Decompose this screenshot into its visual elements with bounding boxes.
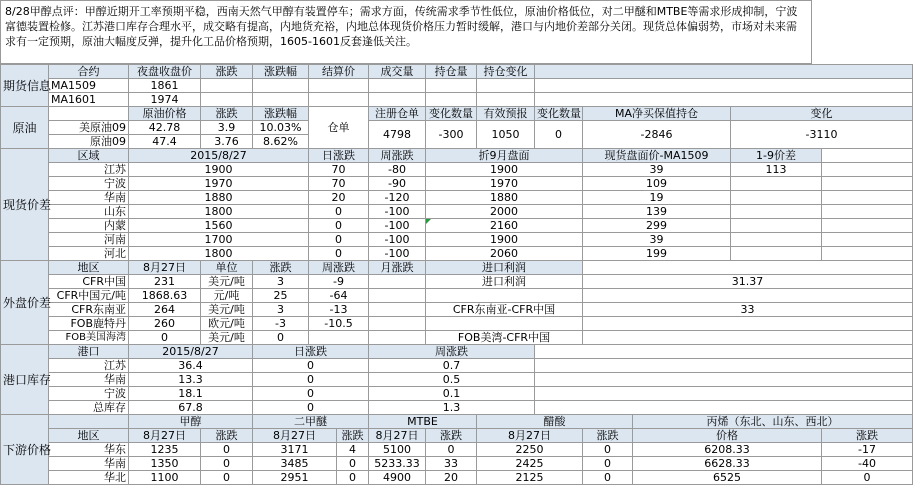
ext-price-cell: 260 bbox=[129, 317, 201, 331]
ext-price-cell: 231 bbox=[129, 275, 201, 289]
ext-unit-cell: 美元/吨 bbox=[201, 303, 253, 317]
warrant-change-value: -300 bbox=[426, 121, 477, 149]
group-propylene: 丙烯（东北、山东、西北） bbox=[633, 415, 913, 429]
ext-unit-cell: 美元/吨 bbox=[201, 275, 253, 289]
ext-month-cell bbox=[369, 331, 426, 345]
region-cell: 宁波 bbox=[49, 177, 129, 191]
spot-header-row bbox=[1, 149, 913, 163]
crude-name-cell: 原油09 bbox=[49, 135, 129, 149]
group-methanol: 甲醇 bbox=[129, 415, 253, 429]
external-section-label: 外盘价差 bbox=[1, 261, 49, 345]
crude-section-label: 原油 bbox=[1, 107, 49, 149]
table-row bbox=[1, 289, 913, 303]
ds-value-cell: 6628.33 bbox=[633, 457, 822, 471]
week-change-cell: -80 bbox=[369, 163, 426, 177]
ext-month-cell bbox=[369, 303, 426, 317]
ext-region-cell: FOB美国海湾 bbox=[49, 331, 129, 345]
col-port-date: 2015/8/27 bbox=[129, 345, 253, 359]
crude-price-cell: 42.78 bbox=[129, 121, 201, 135]
port-day-cell: 0 bbox=[253, 401, 369, 415]
col-night-close: 夜盘收盘价 bbox=[129, 65, 201, 79]
table-row bbox=[1, 233, 913, 247]
week-change-cell: -120 bbox=[369, 191, 426, 205]
crude-name-cell: 美原油09 bbox=[49, 121, 129, 135]
region-cell: 内蒙 bbox=[49, 219, 129, 233]
table-row bbox=[1, 303, 913, 317]
col-ext-region: 地区 bbox=[49, 261, 129, 275]
col-ds-region: 地区 bbox=[49, 429, 129, 443]
port-cell: 江苏 bbox=[49, 359, 129, 373]
ext-change-cell: 3 bbox=[253, 275, 309, 289]
warrant-value: 4798 bbox=[369, 121, 426, 149]
basis-cell: 139 bbox=[583, 205, 731, 219]
table-row bbox=[1, 275, 913, 289]
table-row bbox=[1, 163, 913, 177]
contract-cell: MA1601 bbox=[49, 93, 129, 107]
ext-week-cell bbox=[309, 331, 369, 345]
col-settle: 结算价 bbox=[309, 65, 369, 79]
col-ds-change: 涨跌 bbox=[201, 429, 253, 443]
ds-value-cell: 0 bbox=[201, 471, 253, 485]
hedge-change-value: -3110 bbox=[731, 121, 913, 149]
table-row bbox=[1, 177, 913, 191]
ds-region-cell: 华东 bbox=[49, 443, 129, 457]
ds-value-cell: 0 bbox=[337, 457, 369, 471]
col-spread: 1-9价差 bbox=[731, 149, 822, 163]
col-ext-week: 周涨跌 bbox=[309, 261, 369, 275]
col-port-day: 日涨跌 bbox=[253, 345, 369, 359]
ds-value-cell: 0 bbox=[201, 457, 253, 471]
table-row bbox=[1, 93, 913, 107]
week-change-cell: -100 bbox=[369, 205, 426, 219]
ds-value-cell: 5233.33 bbox=[369, 457, 426, 471]
table-row bbox=[1, 121, 913, 135]
spot-section-label: 现货价差 bbox=[1, 149, 49, 261]
crude-header-row bbox=[1, 107, 913, 121]
ext-change-cell: 3 bbox=[253, 303, 309, 317]
spread-cell: 113 bbox=[731, 163, 822, 177]
contract-cell: MA1509 bbox=[49, 79, 129, 93]
commentary-text: 8/28甲醇点评：甲醇近期开工率预期平稳，西南天然气甲醇有装置停车；需求方面，传统需求季节性低位，原油价格低位，对二甲醚和MTBE等需求形成抑制，宁波富德装置检修。江苏港口库存合理水平，成交略有提高，内地货充裕，内地总体现货价格压力暂时缓解，港口与内地价差部分关闭。现货总体偏弱势，市场对未来需求有一定预期，原油大幅度反弹，提升化工品价格预期，1605-1601反套逢低关注。 bbox=[0, 0, 812, 64]
ds-value-cell: 33 bbox=[426, 457, 477, 471]
ds-value-cell: 2125 bbox=[477, 471, 583, 485]
col-crude-pct: 涨跌幅 bbox=[253, 107, 309, 121]
week-change-cell: -100 bbox=[369, 219, 426, 233]
day-change-cell: 0 bbox=[309, 205, 369, 219]
group-mtbe: MTBE bbox=[369, 415, 477, 429]
ds-value-cell: 6525 bbox=[633, 471, 822, 485]
port-day-cell: 0 bbox=[253, 359, 369, 373]
ext-region-cell: FOB鹿特丹 bbox=[49, 317, 129, 331]
col-day-change: 日涨跌 bbox=[309, 149, 369, 163]
crude-pct-cell: 10.03% bbox=[253, 121, 309, 135]
ext-spread-value: 31.37 bbox=[583, 275, 913, 289]
ds-value-cell: 0 bbox=[201, 443, 253, 457]
crude-change-cell: 3.9 bbox=[201, 121, 253, 135]
ext-price-cell: 264 bbox=[129, 303, 201, 317]
day-change-cell: 20 bbox=[309, 191, 369, 205]
col-ds-date: 8月27日 bbox=[253, 429, 337, 443]
data-table bbox=[0, 64, 913, 485]
ext-spread-value: 33 bbox=[583, 303, 913, 317]
port-header-row bbox=[1, 345, 913, 359]
converted-cell: 1880 bbox=[426, 191, 583, 205]
port-day-cell: 0 bbox=[253, 387, 369, 401]
ds-value-cell: 3485 bbox=[253, 457, 337, 471]
basis-cell: 109 bbox=[583, 177, 731, 191]
group-acetic-acid: 醋酸 bbox=[477, 415, 633, 429]
table-row bbox=[1, 191, 913, 205]
basis-cell: 39 bbox=[583, 233, 731, 247]
col-ds-change: 涨跌 bbox=[426, 429, 477, 443]
day-change-cell: 0 bbox=[309, 219, 369, 233]
ds-value-cell: 1235 bbox=[129, 443, 201, 457]
ds-value-cell: -17 bbox=[822, 443, 913, 457]
port-section-label: 港口库存 bbox=[1, 345, 49, 415]
futures-header-row bbox=[1, 65, 913, 79]
ext-month-cell bbox=[369, 275, 426, 289]
ext-month-cell bbox=[369, 317, 426, 331]
ds-value-cell: 0 bbox=[583, 471, 633, 485]
ds-value-cell: 0 bbox=[337, 471, 369, 485]
blank-cell bbox=[535, 65, 913, 79]
port-stock-cell: 36.4 bbox=[129, 359, 253, 373]
ext-change-cell: 0 bbox=[253, 331, 309, 345]
spread-cell bbox=[731, 191, 822, 205]
ext-week-cell: -64 bbox=[309, 289, 369, 303]
ext-spread-value bbox=[583, 317, 913, 331]
col-spot-date: 2015/8/27 bbox=[129, 149, 309, 163]
basis-cell: 199 bbox=[583, 247, 731, 261]
port-cell: 总库存 bbox=[49, 401, 129, 415]
col-week-change: 周涨跌 bbox=[369, 149, 426, 163]
spot-price-cell: 1700 bbox=[129, 233, 309, 247]
downstream-section-label: 下游价格 bbox=[1, 415, 49, 485]
port-stock-cell: 13.3 bbox=[129, 373, 253, 387]
col-ds-price: 价格 bbox=[633, 429, 822, 443]
col-net-hedge: MA净买保值持仓 bbox=[583, 107, 731, 121]
table-row bbox=[1, 247, 913, 261]
spot-price-cell: 1970 bbox=[129, 177, 309, 191]
region-cell: 江苏 bbox=[49, 163, 129, 177]
ext-month-cell bbox=[369, 289, 426, 303]
ds-value-cell: 6208.33 bbox=[633, 443, 822, 457]
converted-cell: 1900 bbox=[426, 163, 583, 177]
col-ds-change: 涨跌 bbox=[337, 429, 369, 443]
week-change-cell: -100 bbox=[369, 233, 426, 247]
region-cell: 河北 bbox=[49, 247, 129, 261]
converted-cell: 2160 bbox=[426, 219, 583, 233]
ext-price-cell: 1868.63 bbox=[129, 289, 201, 303]
futures-section-label: 期货信息 bbox=[1, 65, 49, 107]
spot-price-cell: 1880 bbox=[129, 191, 309, 205]
ds-value-cell: 0 bbox=[583, 443, 633, 457]
col-ext-month: 月涨跌 bbox=[369, 261, 426, 275]
port-day-cell: 0 bbox=[253, 373, 369, 387]
col-ds-change: 涨跌 bbox=[583, 429, 633, 443]
spread-cell bbox=[731, 205, 822, 219]
port-week-cell: 0.1 bbox=[369, 387, 535, 401]
ds-region-cell: 华北 bbox=[49, 471, 129, 485]
table-row bbox=[1, 219, 913, 233]
ds-value-cell: 1350 bbox=[129, 457, 201, 471]
col-port-week: 周涨跌 bbox=[369, 345, 535, 359]
night-close-cell: 1861 bbox=[129, 79, 201, 93]
table-row bbox=[1, 373, 913, 387]
port-week-cell: 0.7 bbox=[369, 359, 535, 373]
col-ds-date: 8月27日 bbox=[477, 429, 583, 443]
ds-value-cell: 1100 bbox=[129, 471, 201, 485]
port-stock-cell: 18.1 bbox=[129, 387, 253, 401]
ds-value-cell: 5100 bbox=[369, 443, 426, 457]
downstream-header-row bbox=[1, 429, 913, 443]
converted-cell: 1900 bbox=[426, 233, 583, 247]
crude-pct-cell: 8.62% bbox=[253, 135, 309, 149]
col-basis: 现货盘面价-MA1509 bbox=[583, 149, 731, 163]
spot-price-cell: 1800 bbox=[129, 247, 309, 261]
ds-value-cell: 2425 bbox=[477, 457, 583, 471]
col-converted: 折9月盘面 bbox=[426, 149, 583, 163]
col-region: 区域 bbox=[49, 149, 129, 163]
basis-cell: 19 bbox=[583, 191, 731, 205]
col-change: 涨跌 bbox=[201, 65, 253, 79]
ext-spread-label bbox=[426, 317, 583, 331]
col-crude-change: 涨跌 bbox=[201, 107, 253, 121]
day-change-cell: 0 bbox=[309, 247, 369, 261]
day-change-cell: 70 bbox=[309, 177, 369, 191]
ds-value-cell: 0 bbox=[822, 471, 913, 485]
ext-unit-cell: 元/吨 bbox=[201, 289, 253, 303]
basis-cell: 299 bbox=[583, 219, 731, 233]
ext-unit-cell: 欧元/吨 bbox=[201, 317, 253, 331]
group-dme: 二甲醚 bbox=[253, 415, 369, 429]
ds-value-cell: 0 bbox=[583, 457, 633, 471]
crude-price-cell: 47.4 bbox=[129, 135, 201, 149]
week-change-cell: -90 bbox=[369, 177, 426, 191]
region-cell: 山东 bbox=[49, 205, 129, 219]
col-change-pct: 涨跌幅 bbox=[253, 65, 309, 79]
port-stock-cell: 67.8 bbox=[129, 401, 253, 415]
port-cell: 宁波 bbox=[49, 387, 129, 401]
night-close-cell: 1974 bbox=[129, 93, 201, 107]
spot-price-cell: 1800 bbox=[129, 205, 309, 219]
ext-week-cell: -13 bbox=[309, 303, 369, 317]
ds-value-cell: 2250 bbox=[477, 443, 583, 457]
region-cell: 河南 bbox=[49, 233, 129, 247]
ds-region-cell: 华南 bbox=[49, 457, 129, 471]
ds-value-cell: 20 bbox=[426, 471, 477, 485]
ds-value-cell: 2951 bbox=[253, 471, 337, 485]
table-row bbox=[1, 331, 913, 345]
ext-change-cell: 25 bbox=[253, 289, 309, 303]
col-import-profit: 进口利润 bbox=[426, 261, 583, 275]
table-row bbox=[1, 443, 913, 457]
spread-cell bbox=[731, 219, 822, 233]
col-warrant-change: 变化数量 bbox=[426, 107, 477, 121]
spread-cell bbox=[731, 177, 822, 191]
col-ds-date: 8月27日 bbox=[129, 429, 201, 443]
ds-value-cell: -40 bbox=[822, 457, 913, 471]
table-row bbox=[1, 401, 913, 415]
converted-cell: 1970 bbox=[426, 177, 583, 191]
table-row bbox=[1, 387, 913, 401]
col-hedge-change: 变化 bbox=[731, 107, 913, 121]
col-forecast: 有效预报 bbox=[477, 107, 535, 121]
forecast-value: 1050 bbox=[477, 121, 535, 149]
table-row bbox=[1, 359, 913, 373]
ext-region-cell: CFR中国元/吨 bbox=[49, 289, 129, 303]
col-volume: 成交量 bbox=[369, 65, 426, 79]
table-row bbox=[1, 457, 913, 471]
ext-region-cell: CFR东南亚 bbox=[49, 303, 129, 317]
day-change-cell: 70 bbox=[309, 163, 369, 177]
net-hedge-value: -2846 bbox=[583, 121, 731, 149]
port-week-cell: 1.3 bbox=[369, 401, 535, 415]
col-open-interest: 持仓量 bbox=[426, 65, 477, 79]
downstream-group-row bbox=[1, 415, 913, 429]
col-ds-date: 8月27日 bbox=[369, 429, 426, 443]
col-contract: 合约 bbox=[49, 65, 129, 79]
col-ext-change: 涨跌 bbox=[253, 261, 309, 275]
col-oi-change: 持仓变化 bbox=[477, 65, 535, 79]
ext-spread-label: FOB美湾-CFR中国 bbox=[426, 331, 583, 345]
ds-value-cell: 4 bbox=[337, 443, 369, 457]
ext-week-cell: -10.5 bbox=[309, 317, 369, 331]
ext-price-cell: 0 bbox=[129, 331, 201, 345]
external-header-row bbox=[1, 261, 913, 275]
warrant-label: 仓单 bbox=[309, 107, 369, 149]
ext-region-cell: CFR中国 bbox=[49, 275, 129, 289]
region-cell: 华南 bbox=[49, 191, 129, 205]
ext-week-cell: -9 bbox=[309, 275, 369, 289]
col-forecast-change: 变化数量 bbox=[535, 107, 583, 121]
crude-change-cell: 3.76 bbox=[201, 135, 253, 149]
table-row bbox=[1, 205, 913, 219]
ds-value-cell: 0 bbox=[426, 443, 477, 457]
converted-cell: 2000 bbox=[426, 205, 583, 219]
ds-value-cell: 3171 bbox=[253, 443, 337, 457]
ext-spread-value bbox=[583, 289, 913, 303]
week-change-cell: -100 bbox=[369, 247, 426, 261]
table-row bbox=[1, 471, 913, 485]
table-row bbox=[1, 317, 913, 331]
col-ext-unit: 单位 bbox=[201, 261, 253, 275]
col-warrant: 注册仓单 bbox=[369, 107, 426, 121]
forecast-change-value: 0 bbox=[535, 121, 583, 149]
col-ds-change: 涨跌 bbox=[822, 429, 913, 443]
converted-cell: 2060 bbox=[426, 247, 583, 261]
ext-spread-label: 进口利润 bbox=[426, 275, 583, 289]
ext-unit-cell: 美元/吨 bbox=[201, 331, 253, 345]
ext-spread-label bbox=[426, 289, 583, 303]
port-cell: 华南 bbox=[49, 373, 129, 387]
col-port: 港口 bbox=[49, 345, 129, 359]
col-crude-price: 原油价格 bbox=[129, 107, 201, 121]
table-row bbox=[1, 79, 913, 93]
port-week-cell: 0.5 bbox=[369, 373, 535, 387]
ext-spread-label: CFR东南亚-CFR中国 bbox=[426, 303, 583, 317]
spread-cell bbox=[731, 233, 822, 247]
basis-cell: 39 bbox=[583, 163, 731, 177]
spot-price-cell: 1900 bbox=[129, 163, 309, 177]
spread-cell bbox=[731, 247, 822, 261]
ext-spread-value bbox=[583, 331, 913, 345]
ds-value-cell: 4900 bbox=[369, 471, 426, 485]
ext-change-cell: -3 bbox=[253, 317, 309, 331]
spot-price-cell: 1560 bbox=[129, 219, 309, 233]
col-ext-date: 8月27日 bbox=[129, 261, 201, 275]
day-change-cell: 0 bbox=[309, 233, 369, 247]
